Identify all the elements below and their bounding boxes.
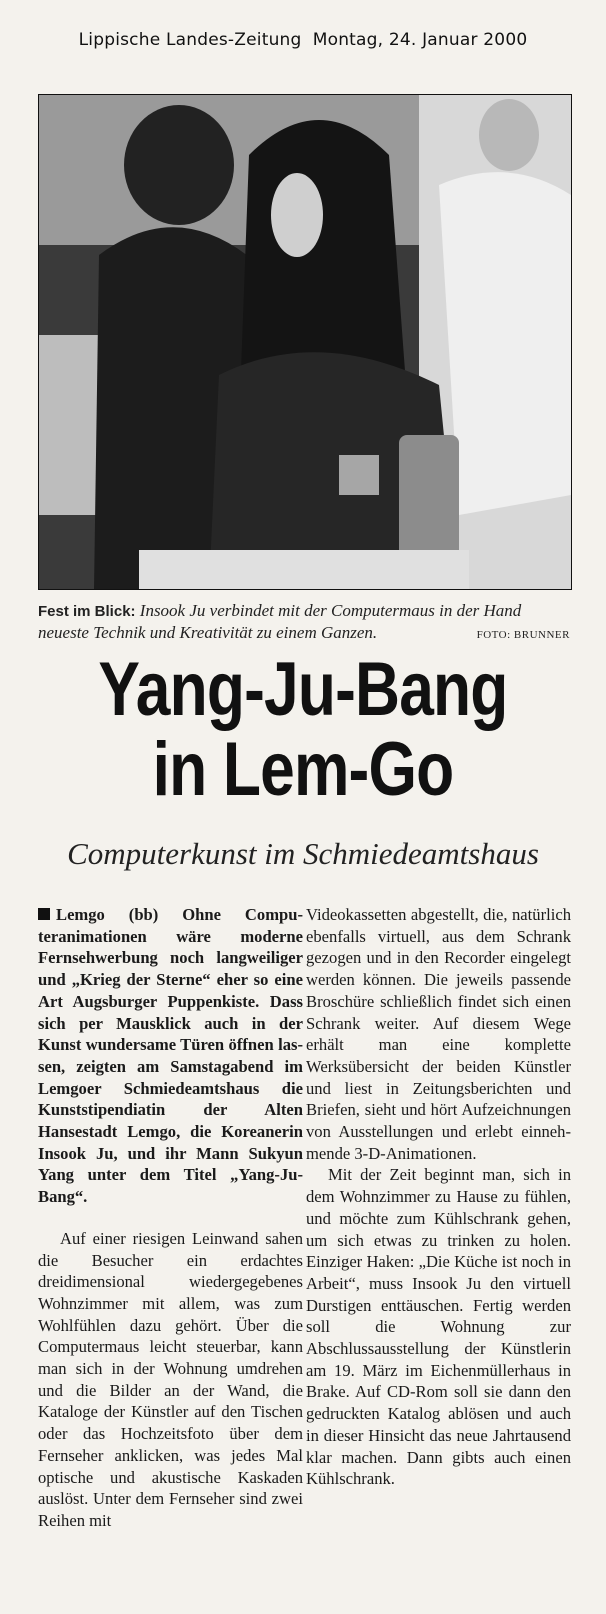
headline-line-1: Yang-Ju-Bang [98, 647, 508, 732]
photo-credit: FOTO: BRUNNER [476, 629, 570, 641]
subheadline: Computerkunst im Schmiedeamtshaus [67, 836, 539, 871]
headline [55, 647, 552, 812]
article-paragraph: Videokassetten abgestellt, die, natürlich ebenfalls virtuell, aus dem Schrank gezogen und in den Recorder eingelegt werden können. Die jeweils passende Broschüre schließlich findet sich einen Schrank weiter. Auf diesem Wege erhält man eine komplette Werksübersicht der beiden Künstler und liest in Zeitungsberichten und Briefen, sieht und hört Aufzeichnungen von Ausstellungen und erlebt einnehmende 3-D-Animationen. [306, 905, 571, 1163]
newspaper-name: Lippische Landes-Zeitung [78, 30, 302, 50]
photo-icon [39, 95, 571, 589]
issue-date: Montag, 24. Januar 2000 [312, 30, 528, 50]
masthead [0, 30, 606, 50]
caption-text: Insook Ju verbindet mit der Computermaus in der Hand neueste Technik und Kreativität zu einem Ganzen. [38, 601, 522, 642]
article-paragraph: Auf einer riesigen Leinwand sahen die Besucher ein erdachtes dreidimensional wiedergegebenes Wohnzimmer mit allem, was zum Wohlfühlen dazu gehört. Über die Computermaus leicht steuerbar, kann man sich in der Wohnung umdrehen und die Bilder an der Wand, die Kataloge der Künstler auf den Tischen oder das Hochzeitsfoto über dem Fernseher anklicken, was jedes Mal optische und akustische Kaskaden auslöst. Unter dem Fernseher sind zwei Reihen mit [38, 1228, 303, 1530]
article-intro [38, 904, 303, 1208]
article-paragraph: Mit der Zeit beginnt man, sich in dem Wohnzimmer zu Hause zu fühlen, und möchte zum Kühlschrank gehen, um sich etwas zu trinken zu holen. Einziger Haken: „Die Küche ist noch in Arbeit“, muss Insook Ju den virtuell Durstigen enttäuschen. Fertig werden soll die Wohnung zur Abschlussausstellung der Künstlerin am 19. März im Eichenmüllerhaus in Brake. Auf CD-Rom soll sie dann den gedruckten Katalog ablösen und auch in dieser Hinsicht das neue Jahrtausend klar machen. Dann gibts auch einen Kühlschrank. [306, 1165, 571, 1489]
article-column-left [38, 904, 303, 1532]
article-column-right [306, 904, 571, 1490]
article-photo [38, 94, 572, 590]
photo-caption [38, 600, 570, 646]
caption-lead: Fest im Blick: [38, 603, 136, 620]
article-intro-text: Lemgo (bb) Ohne Computeranimationen wäre moderne Fernsehwerbung noch langweiliger und „Krieg der Sterne“ eher so eine Art Augsburger Puppenkiste. Dass sich per Mausklick auch in der Kunst wundersame Türen öffnen lassen, zeigten am Samstagabend im Lemgoer Schmiedeamtshaus die Kunststipendiatin der Alten Hansestadt Lemgo, die Koreanerin Insook Ju, und ihr Mann Sukyun Yang unter dem Titel „Yang-Ju-Bang“. [38, 905, 303, 1207]
bullet-square-icon [38, 908, 50, 920]
headline-line-2: in Lem-Go [152, 727, 454, 812]
